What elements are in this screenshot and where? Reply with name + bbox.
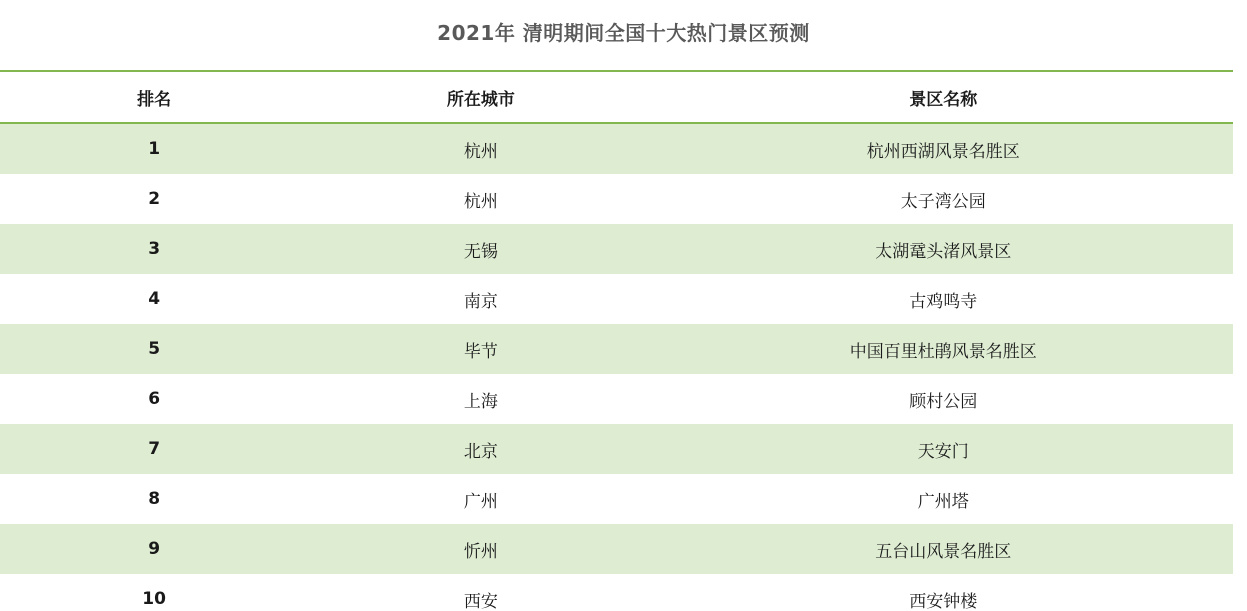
scenic-name-cell: 广州塔 <box>917 491 969 512</box>
city-cell: 忻州 <box>463 541 498 562</box>
city-cell: 上海 <box>463 391 498 412</box>
scenic-name-cell: 古鸡鸣寺 <box>909 291 978 312</box>
col-header-city: 所在城市 <box>308 71 653 123</box>
table-header <box>0 71 1233 123</box>
table-row <box>0 574 1233 611</box>
city-cell: 杭州 <box>463 191 498 212</box>
city-cell: 北京 <box>463 441 498 462</box>
header-row <box>0 71 1233 123</box>
table-row <box>0 374 1233 424</box>
city-cell: 杭州 <box>463 141 498 162</box>
scenic-name-cell: 天安门 <box>917 441 969 462</box>
rank-cell: 9 <box>148 539 161 559</box>
rank-cell: 10 <box>142 589 166 609</box>
col-header-rank: 排名 <box>0 71 308 123</box>
scenic-name-cell: 杭州西湖风景名胜区 <box>866 141 1020 162</box>
scenic-name-cell: 五台山风景名胜区 <box>875 541 1012 562</box>
rank-cell: 5 <box>148 339 161 359</box>
col-header-scenic-name: 景区名称 <box>653 71 1233 123</box>
city-cell: 无锡 <box>463 241 498 262</box>
rank-cell: 8 <box>148 489 161 509</box>
city-cell: 西安 <box>463 591 498 611</box>
table-row <box>0 524 1233 574</box>
scenic-name-cell: 西安钟楼 <box>909 591 978 611</box>
table-row <box>0 224 1233 274</box>
scenic-name-cell: 中国百里杜鹃风景名胜区 <box>849 341 1037 362</box>
rank-cell: 7 <box>148 439 161 459</box>
table-row <box>0 424 1233 474</box>
top10-scenic-table <box>0 70 1233 611</box>
table-row <box>0 123 1233 174</box>
rank-cell: 2 <box>148 189 161 209</box>
rank-cell: 4 <box>148 289 161 309</box>
city-cell: 毕节 <box>463 341 498 362</box>
scenic-name-cell: 太子湾公园 <box>900 191 986 212</box>
table-body <box>0 123 1233 611</box>
page-title: 2021年 清明期间全国十大热门景区预测 <box>437 21 810 45</box>
scenic-name-cell: 太湖鼋头渚风景区 <box>875 241 1012 262</box>
scenic-name-cell: 顾村公园 <box>909 391 978 412</box>
rank-cell: 1 <box>148 139 161 159</box>
rank-cell: 6 <box>148 389 161 409</box>
table-row <box>0 174 1233 224</box>
table-row <box>0 474 1233 524</box>
city-cell: 南京 <box>463 291 498 312</box>
city-cell: 广州 <box>463 491 498 512</box>
rank-cell: 3 <box>148 239 161 259</box>
table-row <box>0 324 1233 374</box>
table-row <box>0 274 1233 324</box>
